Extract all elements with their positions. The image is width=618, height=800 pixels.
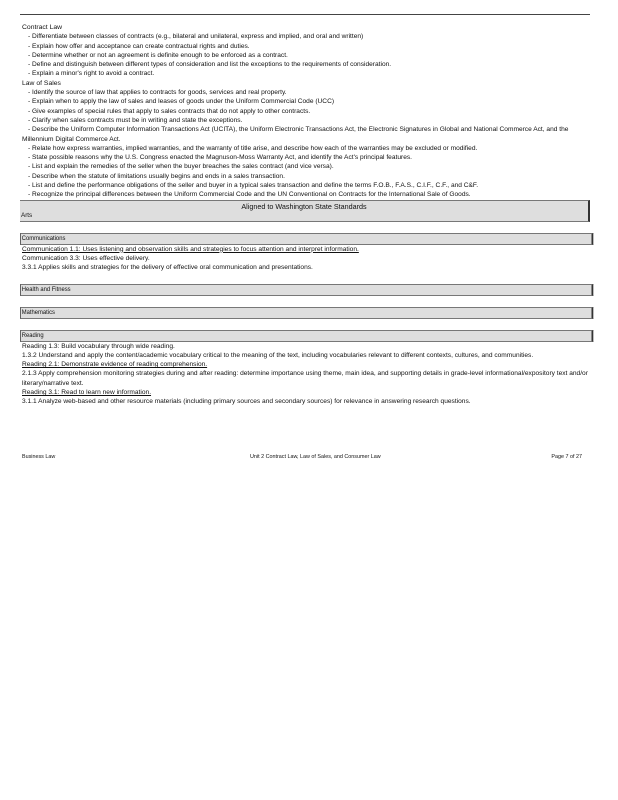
standard-line: Reading 3.1: Read to learn new information.	[22, 389, 152, 397]
contract-law-heading: Contract Law	[22, 24, 63, 31]
standard-line: 2.1.3 Apply comprehension monitoring strategies during and after reading: determine importance using theme, main idea, and supporting details in grade-level informational/expository text and/or literary/narrative text.	[22, 370, 588, 387]
contract-law-item: - Determine whether or not an agreement is definite enough to be enforced as a contract.	[28, 51, 288, 59]
law-of-sales-item: - List and explain the remedies of the seller when the buyer breaches the sales contract (and vice versa).	[28, 163, 334, 171]
law-of-sales-item: - Identify the source of law that applies to contracts for goods, services and real property.	[28, 89, 287, 97]
section-label-arts: Arts	[21, 211, 33, 219]
contract-law-item: - Differentiate between classes of contracts (e.g., bilateral and unilateral, express and implied, and oral and written)	[28, 33, 364, 41]
section-bar-reading: Reading	[20, 330, 593, 342]
footer-page-number: Page 7 of 27	[551, 454, 582, 460]
standard-line: Reading 1.3: Build vocabulary through wide reading.	[22, 342, 175, 350]
standard-line: 3.3.1 Applies skills and strategies for the delivery of effective oral communication and presentations.	[22, 264, 313, 272]
law-of-sales-item: - Relate how express warranties, implied warranties, and the warranty of title arise, and describe how each of the warranties may be excluded or modified.	[28, 144, 478, 152]
law-of-sales-item: - Describe the Uniform Computer Information Transactions Act (UCITA), the Uniform Electronic Transactions Act, the Electronic Signatures in Global and National Commerce Act, and the Millennium Digital Commerce Act.	[22, 126, 569, 143]
contract-law-item: - Explain a minor's right to avoid a contract.	[28, 70, 155, 78]
law-of-sales-heading: Law of Sales	[22, 79, 61, 87]
standard-line: Communication 1.1: Uses listening and observation skills and strategies to focus attention and interpret information.	[22, 245, 359, 253]
top-rule	[20, 14, 590, 15]
standard-line: Reading 2.1: Demonstrate evidence of reading comprehension.	[22, 361, 208, 369]
footer-unit: Unit 2 Contract Law, Law of Sales, and Consumer Law	[250, 454, 381, 460]
law-of-sales-item: - State possible reasons why the U.S. Congress enacted the Magnuson-Moss Warranty Act, and identify the Act's principal features.	[28, 154, 413, 162]
standard-line: 3.1.1 Analyze web-based and other resource materials (including primary sources and secondary sources) for relevance in answering research questions.	[22, 398, 471, 406]
law-of-sales-item: - Describe when the statute of limitations usually begins and ends in a sales transaction.	[28, 172, 285, 180]
law-of-sales-item: - Give examples of special rules that apply to sales contracts that do not apply to other contracts.	[28, 107, 311, 115]
section-bar-communications: Communications	[20, 233, 593, 245]
document-body	[22, 23, 590, 407]
standards-banner	[20, 200, 590, 222]
contract-law-item: - Define and distinguish between different types of consideration and list the exceptions to the requirements of consideration.	[28, 61, 392, 69]
standards-title: Aligned to Washington State Standards	[241, 201, 367, 211]
law-of-sales-item: - Clarify when sales contracts must be in writing and state the exceptions.	[28, 116, 243, 124]
standard-line: 1.3.2 Understand and apply the content/academic vocabulary critical to the meaning of the text, including vocabularies relevant to different contexts, cultures, and communities.	[22, 351, 534, 359]
contract-law-item: - Explain how offer and acceptance can create contractual rights and duties.	[28, 42, 250, 50]
section-bar-health: Health and Fitness	[20, 284, 593, 296]
law-of-sales-item: - Explain when to apply the law of sales and leases of goods under the Uniform Commercial Code (UCC)	[28, 98, 335, 106]
law-of-sales-item: - List and define the performance obligations of the seller and buyer in a typical sales transaction and define the terms F.O.B., F.A.S., C.I.F., C.F., and C&F.	[28, 182, 479, 190]
standard-line: Communication 3.3: Uses effective delivery.	[22, 254, 150, 262]
law-of-sales-item: - Recognize the principal differences between the Uniform Commercial Code and the UN Conventional on Contracts for the International Sale of Goods.	[28, 191, 471, 199]
section-bar-mathematics: Mathematics	[20, 307, 593, 319]
footer-course: Business Law	[22, 454, 56, 460]
